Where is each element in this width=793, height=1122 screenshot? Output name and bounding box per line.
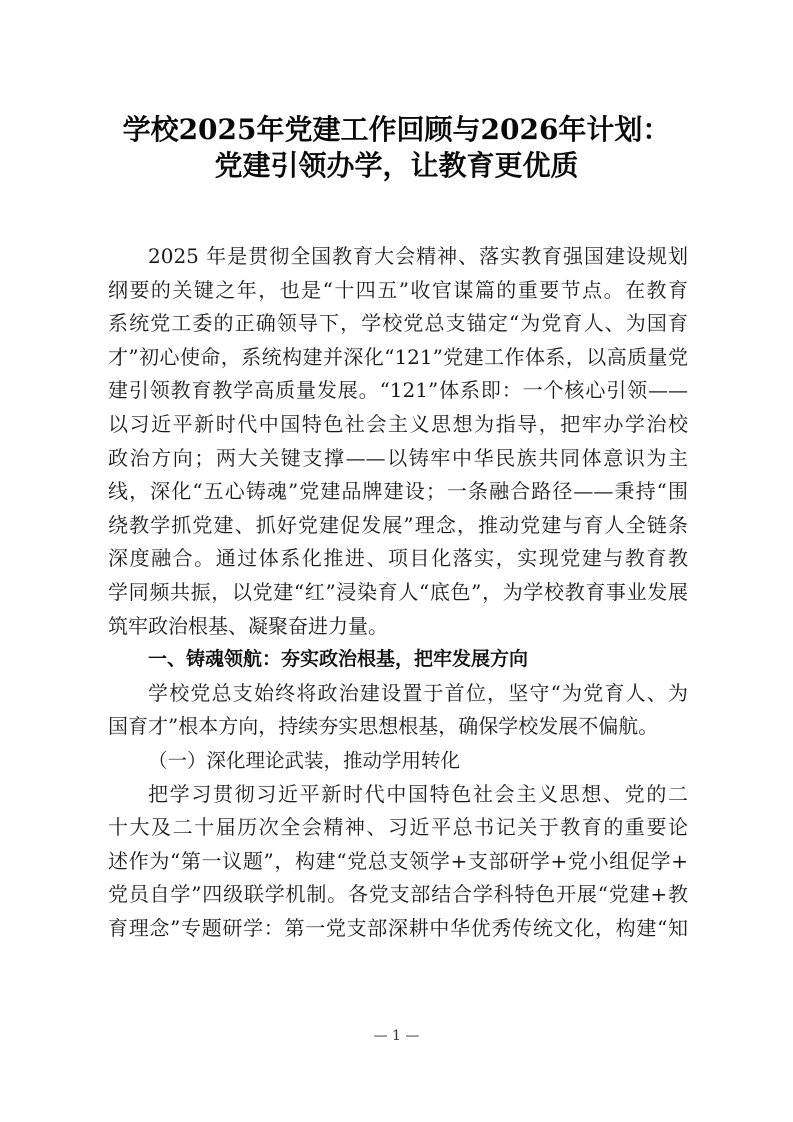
paragraph-line: 学校党总支始终将政治建设置于首位，坚守“为党育人、为 [148,680,688,705]
subsection-heading: （一）深化理论武装，推动学用转化 [148,748,461,772]
paragraph-line: 党员自学”四级联学机制。各党支部结合学科特色开展“党建+教 [108,882,688,907]
paragraph-line: 筑牢政治根基、凝聚奋进力量。 [108,613,388,638]
title-line-2: 党建引领办学，让教育更优质 [214,149,579,182]
section-1-paragraph [108,677,688,744]
title-line-1: 学校2025年党建工作回顾与2026年计划： [122,113,671,146]
paragraph-line: 国育才”根本方向，持续夯实思想根基，确保学校发展不偏航。 [108,714,659,739]
paragraph-line: 以习近平新时代中国特色社会主义思想为指导，把牢办学治校 [108,411,688,436]
document-title [100,112,693,184]
intro-paragraph [108,240,688,643]
subsection-1-paragraph [108,778,688,946]
paragraph-line: 建引领教育教学高质量发展。“121”体系即：一个核心引领—— [108,378,688,403]
paragraph-line: 2025 年是贯彻全国教育大会精神、落实教育强国建设规划 [148,244,688,268]
paragraph-line: 述作为“第一议题”，构建“党总支领学+支部研学+党小组促学+ [108,848,688,873]
paragraph-line: 把学习贯彻习近平新时代中国特色社会主义思想、党的二 [148,781,688,806]
paragraph-line: 十大及二十届历次全会精神、习近平总书记关于教育的重要论 [108,815,688,840]
paragraph-line: 育理念”专题研学：第一党支部深耕中华优秀传统文化，构建“知 [108,915,688,940]
paragraph-line: 绕教学抓党建、抓好党建促发展”理念，推动党建与育人全链条 [108,512,688,537]
paragraph-line: 政治方向；两大关键支撑——以铸牢中华民族共同体意识为主 [108,445,688,470]
paragraph-line: 系统党工委的正确领导下，学校党总支锚定“为党育人、为国育 [108,311,688,336]
paragraph-line: 才”初心使命，系统构建并深化“121”党建工作体系，以高质量党 [108,344,688,369]
paragraph-line: 线，深化“五心铸魂”党建品牌建设；一条融合路径——秉持“围 [108,479,688,504]
paragraph-line: 深度融合。通过体系化推进、项目化落实，实现党建与教育教 [108,546,688,571]
section-heading: 一、铸魂领航：夯实政治根基，把牢发展方向 [148,648,529,671]
document-body [108,240,688,945]
paragraph-line: 纲要的关键之年，也是“十四五”收官谋篇的重要节点。在教育 [108,277,688,302]
page-number: — 1 — [373,1028,420,1044]
paragraph-line: 学同频共振，以党建“红”浸染育人“底色”，为学校教育事业发展 [108,579,688,604]
